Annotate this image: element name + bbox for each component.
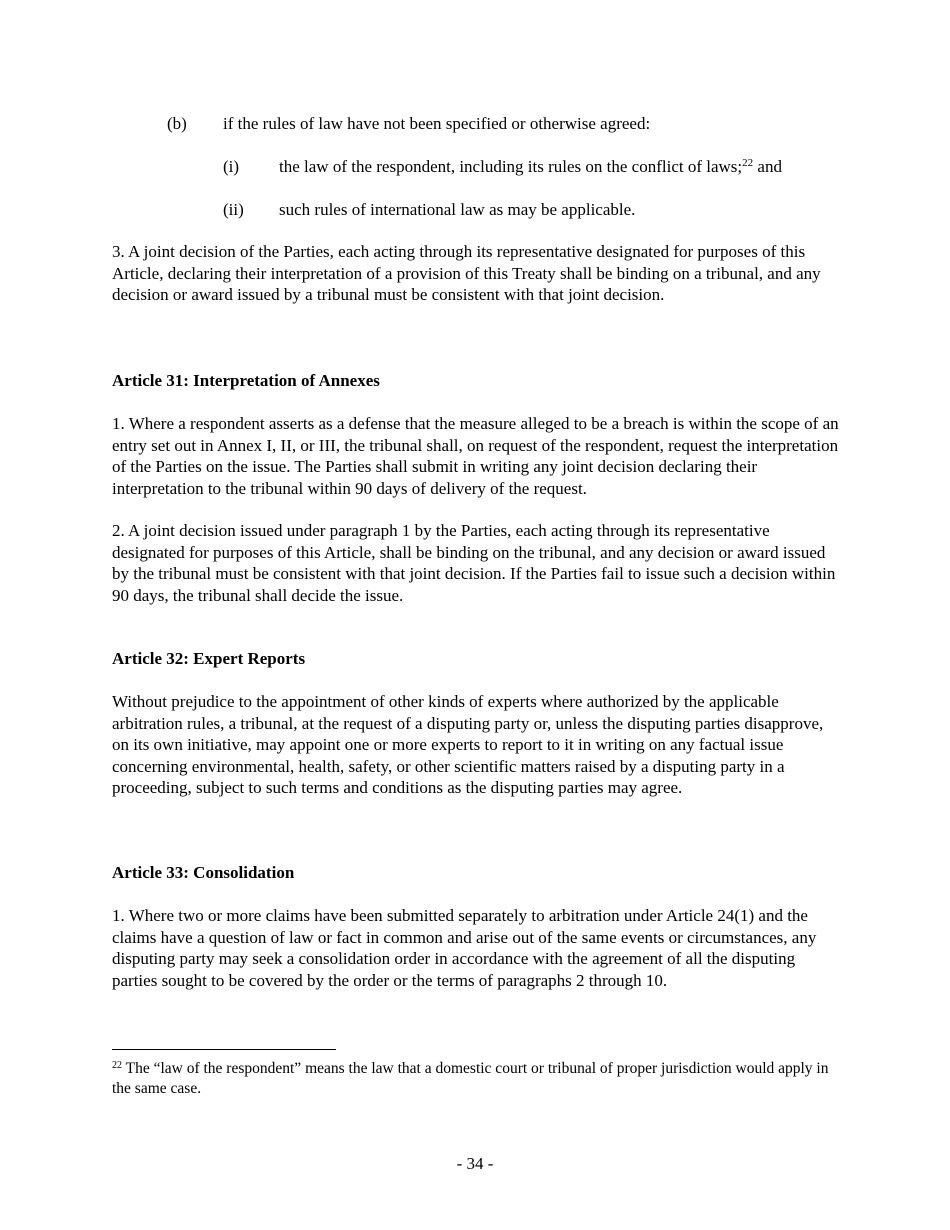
article-33-paragraph-1: 1. Where two or more claims have been submitted separately to arbitration under Article 24(1) and the claims have a question of law or fact in common and arise out of the same events or circumstances, any disputing party may seek a consolidation order in accordance with the agreement of all the disputing parties sought to be covered by the order or the terms of paragraphs 2 through 10.	[112, 906, 817, 990]
footnote-separator	[112, 1049, 336, 1050]
footnote-number: 22	[112, 1060, 122, 1071]
list-item-text-main: the law of the respondent, including its rules on the conflict of laws;	[279, 157, 743, 176]
list-item-text: such rules of international law as may be applicable.	[279, 200, 636, 219]
footnote-reference[interactable]: 22	[742, 157, 754, 169]
article-33-heading: Article 33: Consolidation	[112, 863, 295, 882]
article-32-paragraph: Without prejudice to the appointment of other kinds of experts where authorized by the applicable arbitration rules, a tribunal, at the request of a disputing party or, unless the disputing parties disapprove, on its own initiative, may appoint one or more experts to report to it in writing on any factual issue concerning environmental, health, safety, or other scientific matters raised by a disputing party in a proceeding, subject to such terms and conditions as the disputing parties may agree.	[112, 692, 824, 797]
page-number: - 34 -	[456, 1154, 494, 1173]
list-item-text: if the rules of law have not been specified or otherwise agreed:	[223, 114, 651, 133]
article-31-paragraph-1: 1. Where a respondent asserts as a defense that the measure alleged to be a breach is within the scope of an entry set out in Annex I, II, or III, the tribunal shall, on request of the respondent, request the interpretation of the Parties on the issue. The Parties shall submit in writing any joint decision declaring their interpretation to the tribunal within 90 days of delivery of the request.	[112, 414, 839, 498]
footnote-text: The “law of the respondent” means the law that a domestic court or tribunal of proper jurisdiction would apply in the same case.	[112, 1060, 829, 1097]
article-31-paragraph-2: 2. A joint decision issued under paragraph 1 by the Parties, each acting through its representative designated for purposes of this Article, shall be binding on the tribunal, and any decision or award issued by the tribunal must be consistent with that joint decision. If the Parties fail to issue such a decision within 90 days, the tribunal shall decide the issue.	[112, 521, 836, 605]
article-31-heading: Article 31: Interpretation of Annexes	[112, 371, 380, 390]
footnote-22	[112, 1059, 840, 1098]
list-marker: (ii)	[223, 200, 244, 219]
article-32-heading: Article 32: Expert Reports	[112, 649, 306, 668]
list-marker: (i)	[223, 157, 240, 176]
list-item-text-tail: and	[753, 157, 782, 176]
list-item-text	[279, 156, 782, 178]
list-marker: (b)	[167, 114, 187, 133]
paragraph-3: 3. A joint decision of the Parties, each acting through its representative designated for purposes of this Article, declaring their interpretation of a provision of this Treaty shall be binding on a tribunal, and any decision or award issued by a tribunal must be consistent with that joint decision.	[112, 242, 821, 304]
